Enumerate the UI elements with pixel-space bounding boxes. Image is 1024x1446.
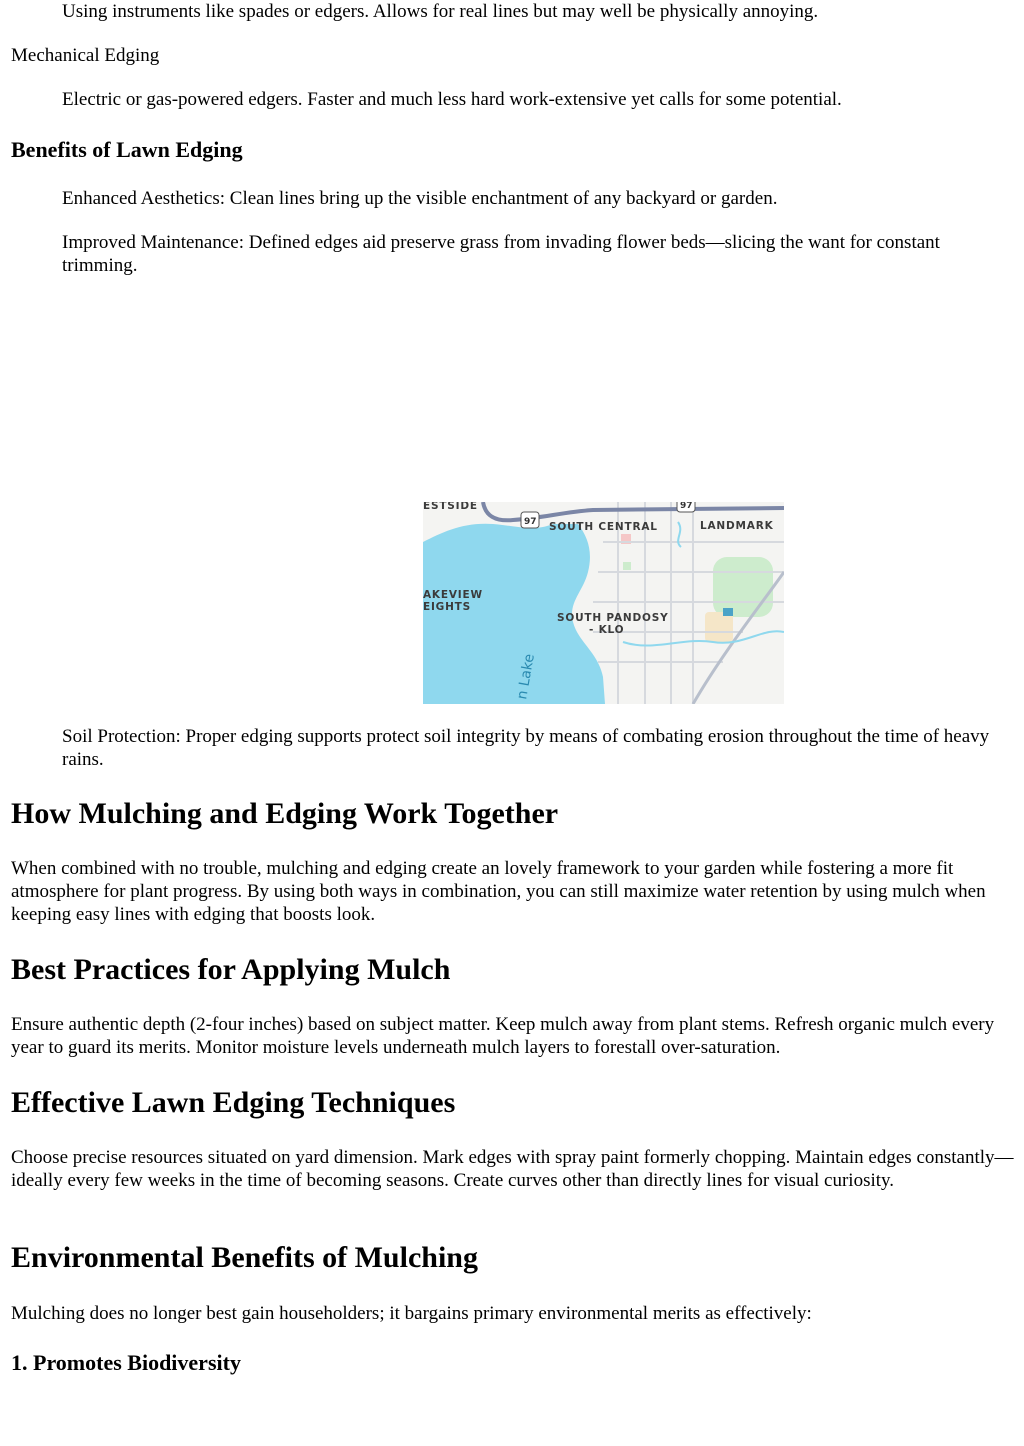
together-paragraph: When combined with no trouble, mulching and edging create an lovely framework to your garden while fostering a more fit atmosphere for plant progress. By using both ways in combination, you can still maximize water retention by using mulch when keeping easy lines with edging that boosts look.: [11, 858, 986, 925]
mechanical-edging-term: Mechanical Edging: [11, 45, 160, 66]
env-heading: Environmental Benefits of Mulching: [11, 1241, 478, 1274]
map-pond: [723, 608, 733, 616]
map-label-south-central: SOUTH CENTRAL: [549, 521, 658, 533]
env-paragraph: Mulching does no longer best gain householders; it bargains primary environmental merits as effectively:: [11, 1303, 812, 1324]
benefit-aesthetics: Enhanced Aesthetics: Clean lines bring up the visible enchantment of any backyard or garden.: [62, 188, 778, 209]
edging-heading: Effective Lawn Edging Techniques: [11, 1086, 456, 1119]
map-label-lakeview-2: EIGHTS: [423, 601, 472, 613]
map-label-westside: ESTSIDE: [423, 502, 478, 512]
map-label-landmark: LANDMARK: [700, 520, 774, 532]
map-label-lakeview-1: AKEVIEW: [423, 589, 483, 601]
edging-paragraph: Choose precise resources situated on yard dimension. Mark edges with spray paint formerly chopping. Maintain edges constantly—ideally every few weeks in the time of becoming seasons. Create curves other than directly lines for visual curiosity.: [11, 1147, 1014, 1191]
highway-shield-label-2: 97: [680, 502, 693, 511]
highway-shield-label: 97: [524, 517, 537, 527]
biodiversity-heading: 1. Promotes Biodiversity: [11, 1350, 241, 1375]
map-canvas: [423, 502, 784, 704]
together-heading: How Mulching and Edging Work Together: [11, 797, 559, 830]
map-park-sand: [705, 612, 733, 642]
benefits-heading: Benefits of Lawn Edging: [11, 137, 243, 162]
benefit-maintenance: Improved Maintenance: Defined edges aid preserve grass from invading flower beds—slicing the want for constant trimming.: [62, 232, 940, 276]
map-label-pandosy-2: - KLO: [589, 624, 625, 636]
manual-edging-description: Using instruments like spades or edgers. Allows for real lines but may well be physically annoying.: [62, 1, 819, 22]
mulch-paragraph: Ensure authentic depth (2-four inches) based on subject matter. Keep mulch away from plant stems. Refresh organic mulch every year to guard its merits. Monitor moisture levels underneath mulch layers to forestall over-saturation.: [11, 1014, 995, 1058]
benefit-soil: Soil Protection: Proper edging supports protect soil integrity by means of combating erosion throughout the time of heavy rains.: [62, 726, 990, 770]
map-park-small: [623, 562, 631, 570]
embedded-map[interactable]: [423, 502, 784, 704]
map-label-pandosy-1: SOUTH PANDOSY: [557, 612, 669, 624]
map-label-lake: n Lake: [514, 652, 538, 701]
map-park: [713, 557, 773, 617]
mechanical-edging-description: Electric or gas-powered edgers. Faster and much less hard work-extensive yet calls for some potential.: [62, 89, 842, 110]
mulch-heading: Best Practices for Applying Mulch: [11, 953, 451, 986]
